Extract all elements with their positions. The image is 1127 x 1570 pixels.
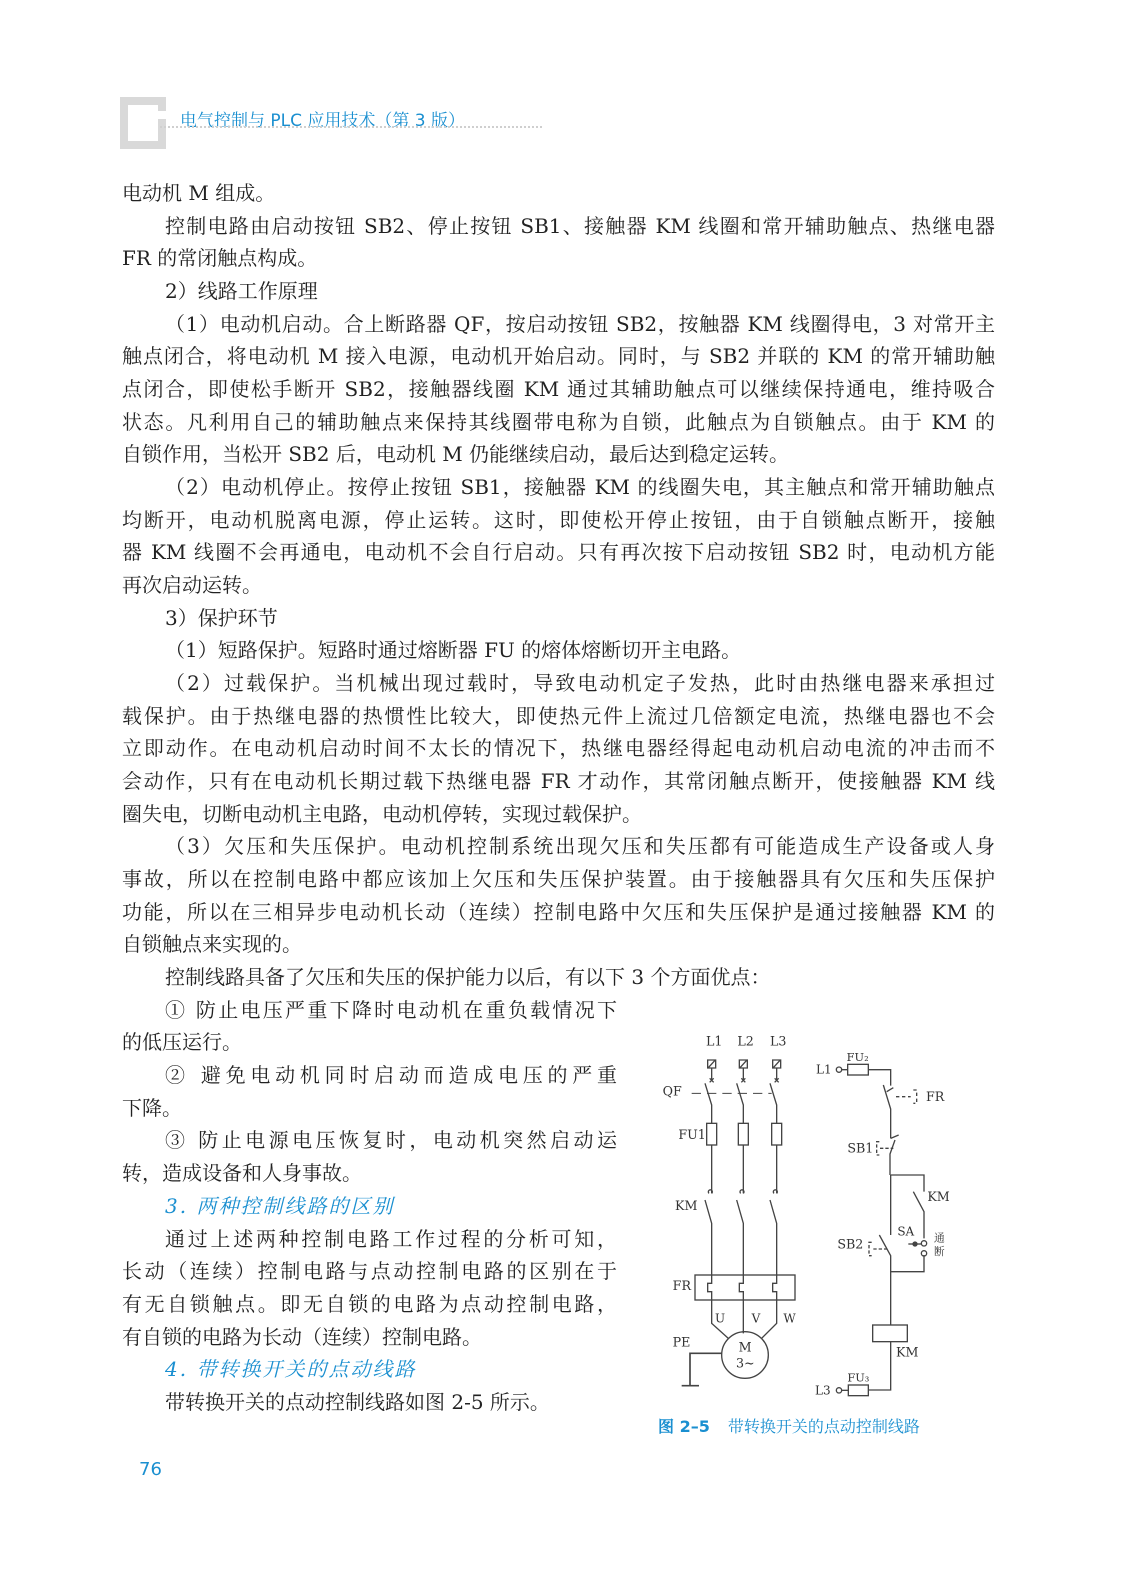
km-contact-hook	[708, 1190, 712, 1193]
text-line: 圈失电，切断电动机主电路，电动机停转，实现过载保护。	[122, 801, 642, 826]
text-line: ② 避免电动机同时启动而造成电压的严重	[165, 1063, 617, 1088]
fuse-fu1	[707, 1123, 717, 1145]
label-off: 断	[934, 1245, 945, 1258]
text-line: （2）电动机停止。按停止按钮 SB1，接触器 KM 的线圈失电，其主触点和常开辅助触点	[165, 475, 995, 500]
label-sb2: SB2	[837, 1236, 864, 1252]
text-line: 3）保护环节	[165, 605, 278, 630]
text-line: （1）短路保护。短路时通过熔断器 FU 的熔体熔断切开主电路。	[165, 638, 742, 663]
fuse-fu1	[738, 1123, 748, 1145]
label-pe: PE	[672, 1334, 691, 1350]
text-line: 电动机 M 组成。	[122, 181, 276, 205]
label-on: 通	[934, 1231, 945, 1245]
label-l2: L2	[737, 1033, 754, 1049]
text-line: 功能，所以在三相异步电动机长动（连续）控制电路中欠压和失压保护是通过接触器 KM 的	[122, 899, 995, 924]
text-line: 有无自锁触点。即无自锁的电路为点动控制电路，	[122, 1291, 617, 1316]
text-line: 转，造成设备和人身事故。	[122, 1161, 362, 1186]
fr-relay-box	[695, 1275, 795, 1300]
text-line: 器 KM 线圈不会再通电，电动机不会自行启动。只有再次按下启动按钮 SB2 时，电动机方能	[122, 540, 995, 565]
label-ctrl-l3: L3	[815, 1383, 831, 1398]
motor-icon	[722, 1332, 769, 1379]
label-fu3: FU₃	[847, 1370, 870, 1385]
fuse-fu3	[848, 1385, 868, 1396]
fuse-fu2	[848, 1064, 869, 1075]
label-ctrl-l1: L1	[816, 1062, 832, 1077]
circuit-diagram-figure	[650, 1025, 970, 1445]
label-l1: L1	[706, 1033, 723, 1049]
text-line: 状态。凡利用自己的辅助触点来保持其线圈带电称为自锁，此触点为自锁触点。由于 KM 的	[122, 409, 995, 434]
terminal-icon	[773, 1060, 781, 1068]
label-fu1: FU1	[678, 1127, 706, 1142]
terminal-l1	[836, 1067, 841, 1072]
fr-linkage	[896, 1090, 917, 1103]
section-heading: 4. 带转换开关的点动线路	[165, 1357, 417, 1382]
fr-nc-contact	[842, 1070, 894, 1139]
text-line: 长动（连续）控制电路与点动控制电路的区别在于	[122, 1259, 617, 1284]
label-qf: QF	[662, 1083, 682, 1099]
km-main-contact	[705, 1200, 712, 1275]
text-line: （2）过载保护。当机械出现过载时，导致电动机定子发热，此时由热继电器来承担过	[165, 671, 995, 696]
control-wire	[868, 1272, 890, 1390]
qf-switch-blade	[737, 1083, 744, 1123]
label-motor-m: M	[738, 1339, 752, 1355]
fr-thermal-element	[708, 1275, 712, 1300]
terminal-icon	[708, 1060, 716, 1068]
figure-title: 带转换开关的点动控制线路	[727, 1417, 920, 1436]
qf-trip-mark	[741, 1068, 745, 1082]
section-heading: 3. 两种控制线路的区别	[165, 1193, 395, 1218]
text-line: 的低压运行。	[122, 1030, 242, 1055]
qf-switch-blade	[770, 1083, 777, 1123]
label-km-coil: KM	[896, 1344, 919, 1360]
text-line: 带转换开关的点动控制线路如图 2-5 所示。	[165, 1389, 550, 1414]
fr-thermal-element	[773, 1275, 777, 1300]
label-l3: L3	[770, 1033, 787, 1049]
label-sa: SA	[897, 1224, 915, 1239]
text-line: 控制电路由启动按钮 SB2、停止按钮 SB1、接触器 KM 线圈和常开辅助触点、热继电器	[165, 213, 995, 238]
qf-switch-blade	[705, 1083, 712, 1123]
figure-caption	[658, 1414, 938, 1437]
label-motor-phase: 3~	[736, 1355, 755, 1371]
text-line: ③ 防止电源电压恢复时，电动机突然启动运	[165, 1128, 617, 1153]
page-number: 76	[139, 1459, 162, 1480]
label-km-main: KM	[675, 1198, 698, 1213]
running-header-title: 电气控制与 PLC 应用技术（第 3 版）	[180, 111, 466, 131]
label-w: W	[783, 1311, 796, 1326]
text-line: 2）线路工作原理	[165, 279, 318, 304]
text-line: 再次启动运转。	[122, 573, 262, 598]
km-main-contact	[770, 1200, 777, 1275]
text-line: FR 的常闭触点构成。	[122, 246, 318, 271]
sa-terminal-on	[921, 1241, 926, 1246]
km-main-contact	[737, 1200, 744, 1275]
sb2-contact	[879, 1175, 924, 1272]
label-fr-ctrl: FR	[926, 1089, 945, 1104]
ground-icon	[682, 1353, 722, 1385]
header-dotted-rule	[160, 126, 542, 128]
label-fr-main: FR	[672, 1278, 691, 1293]
km-contact-hook	[740, 1190, 744, 1193]
terminal-icon	[739, 1060, 747, 1068]
text-line: 自锁作用，当松开 SB2 后，电动机 M 仍能继续启动，最后达到稳定运转。	[122, 442, 790, 467]
label-km-aux: KM	[927, 1189, 950, 1204]
text-line: 立即动作。在电动机启动时间不太长的情况下，热继电器经得起电动机启动电流的冲击而不	[122, 736, 995, 761]
fuse-fu1	[772, 1123, 782, 1145]
text-line: 通过上述两种控制电路工作过程的分析可知，	[165, 1226, 617, 1251]
label-u: U	[715, 1311, 726, 1326]
text-line: 触点闭合，将电动机 M 接入电源，电动机开始启动。同时，与 SB2 并联的 KM 的常开辅助触	[122, 344, 995, 369]
figure-number: 图 2–5	[658, 1417, 710, 1436]
label-sb1: SB1	[847, 1140, 874, 1156]
text-line: 下降。	[122, 1095, 182, 1120]
text-line: 事故，所以在控制电路中都应该加上欠压和失压保护装置。由于接触器具有欠压和失压保护	[122, 867, 995, 892]
header-corner-mark	[120, 97, 158, 149]
text-line: （3）欠压和失压保护。电动机控制系统出现欠压和失压都有可能造成生产设备或人身	[165, 834, 995, 859]
sb1-nc-contact	[890, 1135, 899, 1175]
sa-pivot	[913, 1242, 917, 1246]
qf-trip-mark	[775, 1068, 779, 1082]
km-coil	[873, 1325, 908, 1342]
terminal-l3	[836, 1388, 841, 1393]
text-line: 均断开，电动机脱离电源，停止运转。这时，即使松开停止按钮，由于自锁触点断开，接触	[122, 507, 995, 532]
label-fu2: FU₂	[846, 1050, 869, 1064]
text-line: （1）电动机启动。合上断路器 QF，按启动按钮 SB2，按触器 KM 线圈得电，3 对常开主	[165, 311, 995, 336]
text-line: 载保护。由于热继电器的热惯性比较大，即使热元件上流过几倍额定电流，热继电器也不会	[122, 703, 995, 728]
text-line: 自锁触点来实现的。	[122, 932, 302, 957]
text-line: 控制线路具备了欠压和失压的保护能力以后，有以下 3 个方面优点：	[165, 965, 771, 990]
text-line: 有自锁的电路为长动（连续）控制电路。	[122, 1324, 482, 1349]
text-line: 会动作，只有在电动机长期过载下热继电器 FR 才动作，其常闭触点断开，使接触器 KM 线	[122, 769, 995, 794]
text-line: ① 防止电压严重下降时电动机在重负载情况下	[165, 997, 617, 1022]
qf-trip-mark	[710, 1068, 714, 1082]
km-contact-hook	[773, 1190, 777, 1193]
fr-thermal-element	[739, 1275, 743, 1300]
text-line: 点闭合，即使松手断开 SB2，接触器线圈 KM 通过其辅助触点可以继续保持通电，维持吸合	[122, 377, 995, 402]
label-v: V	[751, 1311, 761, 1326]
